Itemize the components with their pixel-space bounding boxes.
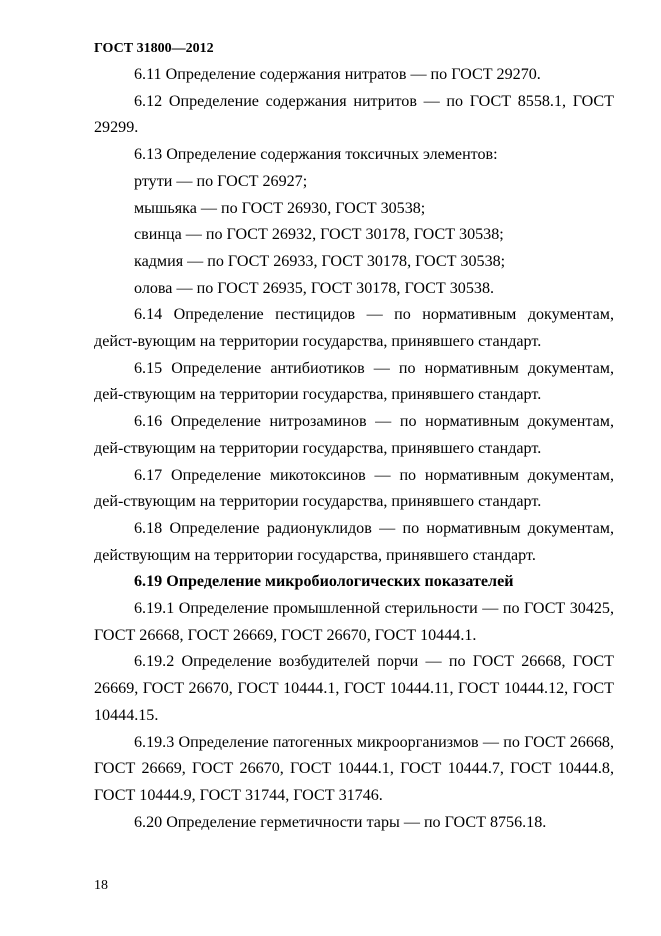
paragraph-6-11: 6.11 Определение содержания нитратов — по ГОСТ 29270. — [134, 66, 541, 83]
section-heading-6-19: 6.19 Определение микробиологических показателей — [134, 573, 514, 591]
paragraph-6-15: 6.15 Определение антибиотиков — по нормативным документам, дей-ствующим на территории государства, принявшего стандарт. — [94, 359, 614, 404]
standard-header: ГОСТ 31800—2012 — [94, 41, 214, 56]
page-number: 18 — [94, 878, 108, 893]
paragraph-6-19-1: 6.19.1 Определение промышленной стерильности — по ГОСТ 30425, ГОСТ 26668, ГОСТ 26669, ГОСТ 26670, ГОСТ 10444.1. — [94, 600, 614, 644]
paragraph-6-19-3: 6.19.3 Определение патогенных микроорганизмов — по ГОСТ 26668, ГОСТ 26669, ГОСТ 26670, ГОСТ 10444.1, ГОСТ 10444.7, ГОСТ 10444.8, ГОСТ 10444.9, ГОСТ 31744, ГОСТ 31746. — [94, 733, 614, 804]
paragraph-6-12: 6.12 Определение содержания нитритов — по ГОСТ 8558.1, ГОСТ 29299. — [94, 92, 614, 137]
list-item-cadmium: кадмия — по ГОСТ 26933, ГОСТ 30178, ГОСТ 30538; — [134, 252, 506, 270]
paragraph-6-18: 6.18 Определение радионуклидов — по нормативным документам, действующим на территории государства, принявшего стандарт. — [94, 519, 614, 564]
paragraph-6-16: 6.16 Определение нитрозаминов — по нормативным документам, дей-ствующим на территории государства, принявшего стандарт. — [94, 413, 614, 457]
paragraph-6-13: 6.13 Определение содержания токсичных элементов: — [134, 146, 498, 164]
paragraph-6-14: 6.14 Определение пестицидов — по нормативным документам, дейст-вующим на территории государства, принявшего стандарт. — [94, 306, 614, 351]
paragraph-6-17: 6.17 Определение микотоксинов — по нормативным документам, дей-ствующим на территории государства, принявшего стандарт. — [94, 466, 614, 511]
paragraph-6-19-2: 6.19.2 Определение возбудителей порчи — по ГОСТ 26668, ГОСТ 26669, ГОСТ 26670, ГОСТ 10444.1, ГОСТ 10444.11, ГОСТ 10444.12, ГОСТ 10444.15. — [94, 653, 614, 724]
list-item-mercury: ртути — по ГОСТ 26927; — [134, 172, 308, 190]
list-item-arsenic: мышьяка — по ГОСТ 26930, ГОСТ 30538; — [134, 199, 426, 217]
list-item-tin: олова — по ГОСТ 26935, ГОСТ 30178, ГОСТ 30538. — [134, 279, 495, 297]
paragraph-6-20: 6.20 Определение герметичности тары — по ГОСТ 8756.18. — [134, 813, 547, 831]
list-item-lead: свинца — по ГОСТ 26932, ГОСТ 30178, ГОСТ 30538; — [134, 226, 504, 244]
document-body — [94, 62, 614, 836]
